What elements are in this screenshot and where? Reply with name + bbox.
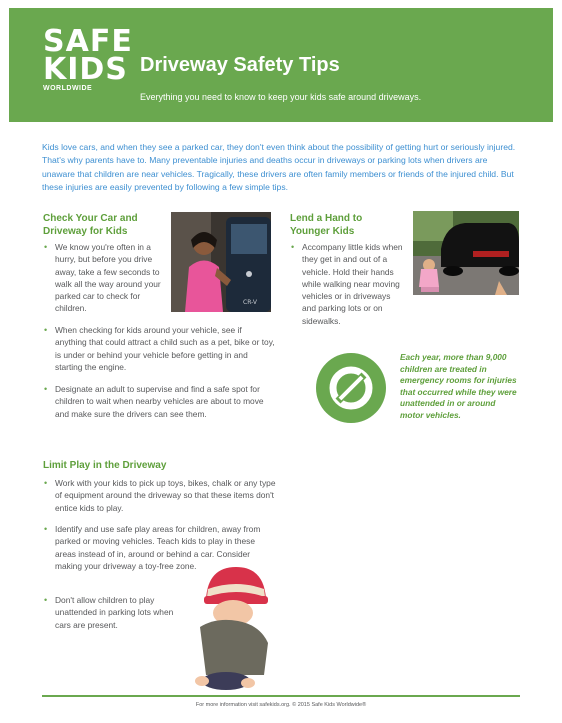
bullet-icon: •: [44, 384, 48, 395]
section-heading-check-car: [43, 212, 138, 238]
check-car-bullets-b: [43, 324, 275, 430]
photo-toddler-hat: [186, 563, 278, 693]
bullet-icon: •: [291, 242, 295, 252]
logo-line-2: KIDS: [43, 52, 128, 87]
limit-play-bullets-c: [43, 594, 183, 641]
section-heading-lend-hand: [290, 212, 362, 238]
no-parking-icon: [316, 353, 386, 423]
heading-line: Check Your Car and: [43, 213, 138, 224]
lend-hand-bullets: [290, 241, 404, 337]
bullet-text: When checking for kids around your vehicle, see if anything that could attract a child such as a pet, bike or toy, is under or behind your vehicle before getting in and starting the engine.: [55, 325, 275, 372]
safe-kids-logo: [43, 24, 133, 92]
bullet-text: Designate an adult to supervise and find a safe spot for children to wait when nearby vehicles are about to move and make sure the drivers can see them.: [55, 384, 264, 419]
limit-play-bullets-a: [43, 477, 277, 524]
photo-woman-illustration: [171, 212, 271, 312]
logo-line-1: SAFE: [43, 24, 133, 59]
page-title: Driveway Safety Tips: [140, 54, 340, 76]
bullet-text: Identify and use safe play areas for children, away from parked or moving vehicles. Teach kids to play in these areas instead of in, around or behind a car. Consider making your driveway a toy-free zone.: [55, 524, 261, 571]
logo-line-3: WORLDWIDE: [43, 85, 93, 92]
bullet-icon: •: [44, 478, 48, 488]
bullet-text: Work with your kids to pick up toys, bikes, chalk or any type of equipment around the driveway so that these items don't entice kids to play.: [55, 478, 276, 513]
page-subtitle: Everything you need to know to keep your kids safe around driveways.: [140, 92, 422, 102]
list-item: [43, 383, 275, 420]
heading-line: Lend a Hand to: [290, 213, 363, 224]
header-banner: [9, 8, 553, 122]
section-heading-limit-play: Limit Play in the Driveway: [43, 460, 167, 471]
photo-child-car-illustration: [413, 211, 519, 295]
bullet-icon: •: [44, 242, 48, 252]
injury-statistic: Each year, more than 9,000 children are treated in emergency rooms for injuries that occurred while they were unattended in or around motor vehicles.: [400, 352, 517, 420]
list-item: [290, 241, 404, 327]
list-item: [43, 241, 161, 315]
list-item: [43, 594, 183, 631]
heading-line: Younger Kids: [290, 226, 355, 237]
bullet-text: Accompany little kids when they get in and out of a vehicle. Hold their hands while walking near moving vehicles or in driveways and parking lots or on sidewalks.: [302, 242, 403, 326]
footer-text: For more information visit safekids.org. © 2015 Safe Kids Worldwide®: [195, 702, 367, 708]
photo-woman-at-car: [171, 212, 271, 312]
list-item: [43, 324, 275, 373]
footer-divider: [42, 695, 520, 697]
bullet-icon: •: [44, 524, 48, 534]
bullet-icon: •: [44, 595, 48, 605]
bullet-text: Don't allow children to play unattended in parking lots when cars are present.: [55, 595, 174, 630]
bullet-text: We know you're often in a hurry, but before you drive away, take a few seconds to walk all the way around your parked car to check for children.: [55, 242, 161, 314]
heading-line: Driveway for Kids: [43, 226, 128, 237]
list-item: [43, 477, 277, 514]
photo-child-near-car: [413, 211, 519, 295]
check-car-bullets-a: [43, 241, 161, 325]
bullet-icon: •: [44, 325, 48, 335]
intro-paragraph: Kids love cars, and when they see a parked car, they don't even think about the possibility of getting hurt or seriously injured. That's why parents have to. Many preventable injuries and deaths occur in driveways or parking lots when drivers are unaware that children are near vehicles. Tragically, these drivers are often family members or friends of the injured child. But these injuries are easily prevented by following a few simple tips.: [42, 142, 516, 193]
svg-text:CR-V: CR-V: [243, 299, 258, 306]
